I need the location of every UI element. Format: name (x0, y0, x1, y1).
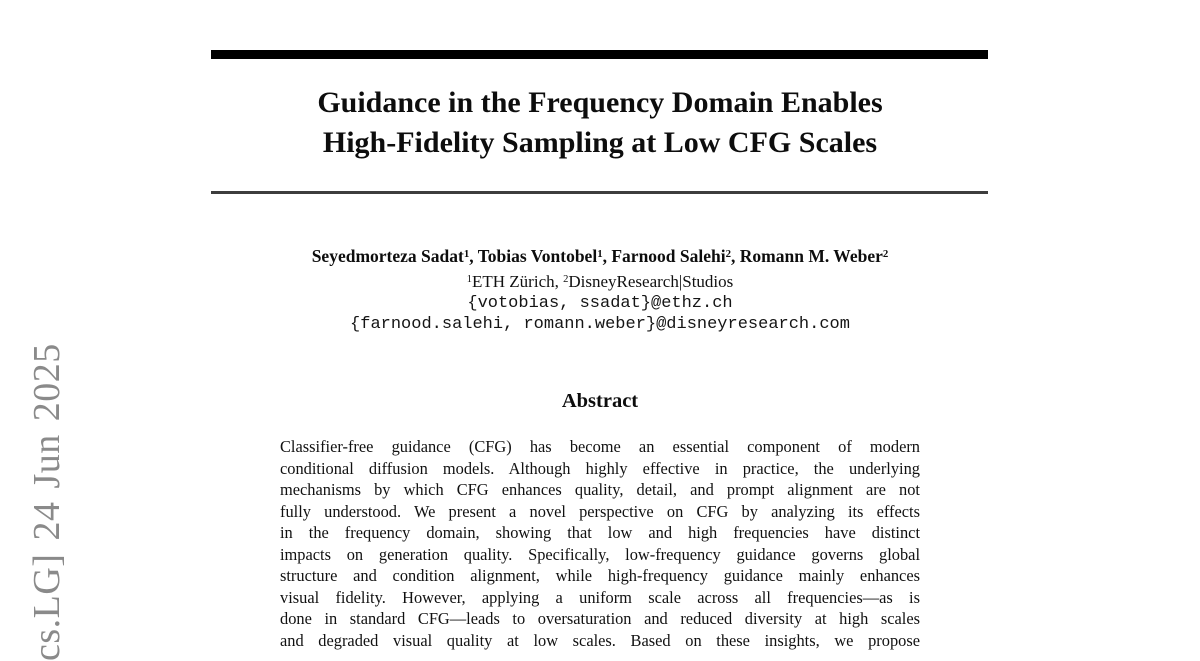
abstract-line: Classifier-free guidance (CFG) has become an essential component of modern (280, 437, 920, 456)
email-line: {farnood.salehi, romann.weber}@disneyresearch.com (350, 315, 850, 334)
paper-title-line1: Guidance in the Frequency Domain Enables (317, 86, 883, 119)
author-affiliation-mark: 2 (882, 248, 889, 261)
paper-title-line2: High-Fidelity Sampling at Low CFG Scales (322, 126, 878, 159)
author-name: , Farnood Salehi (602, 246, 726, 266)
affiliation-line (0, 271, 1200, 293)
arxiv-watermark: cs.LG] 24 Jun 2025 (26, 343, 68, 661)
abstract-line: in the frequency domain, showing that low and high frequencies have distinct (280, 523, 920, 542)
affiliation-name: DisneyResearch|Studios (568, 272, 734, 291)
abstract-line: visual fidelity. However, applying a uniform scale across all frequencies—as is (280, 587, 920, 607)
abstract-line: structure and condition alignment, while high-frequency guidance mainly enhances (280, 566, 920, 585)
affiliation-mark: 1 (466, 274, 472, 286)
email-block (0, 293, 1200, 335)
author-line (0, 245, 1200, 267)
author-name: , Romann M. Weber (731, 246, 883, 266)
email-line: {votobias, ssadat}@ethz.ch (467, 294, 733, 313)
affiliation-mark: 2 (563, 274, 569, 286)
author-affiliation-mark: 1 (597, 248, 603, 261)
abstract-line: impacts on generation quality. Specifically, low-frequency guidance governs global (280, 544, 920, 564)
author-name: Seyedmorteza Sadat (311, 246, 464, 266)
title-rule-top (211, 50, 988, 59)
abstract-body (280, 436, 920, 651)
abstract-line: conditional diffusion models. Although highly effective in practice, the underlying (280, 458, 920, 478)
abstract-line: and degraded visual quality at low scales. Based on these insights, we propose (280, 630, 920, 650)
author-affiliation-mark: 2 (725, 248, 732, 261)
abstract-heading: Abstract (561, 390, 639, 412)
author-affiliation-mark: 1 (463, 248, 470, 261)
paper-title (0, 83, 1200, 163)
title-rule-bottom (211, 191, 988, 194)
author-name: , Tobias Vontobel (469, 246, 598, 266)
abstract-line: fully understood. We present a novel perspective on CFG by analyzing its effects (280, 501, 920, 521)
abstract-line: done in standard CFG—leads to oversaturation and reduced diversity at high scales (280, 609, 920, 628)
abstract-line: mechanisms by which CFG enhances quality, detail, and prompt alignment are not (280, 480, 920, 499)
affiliation-name: ETH Zürich, (472, 272, 564, 291)
